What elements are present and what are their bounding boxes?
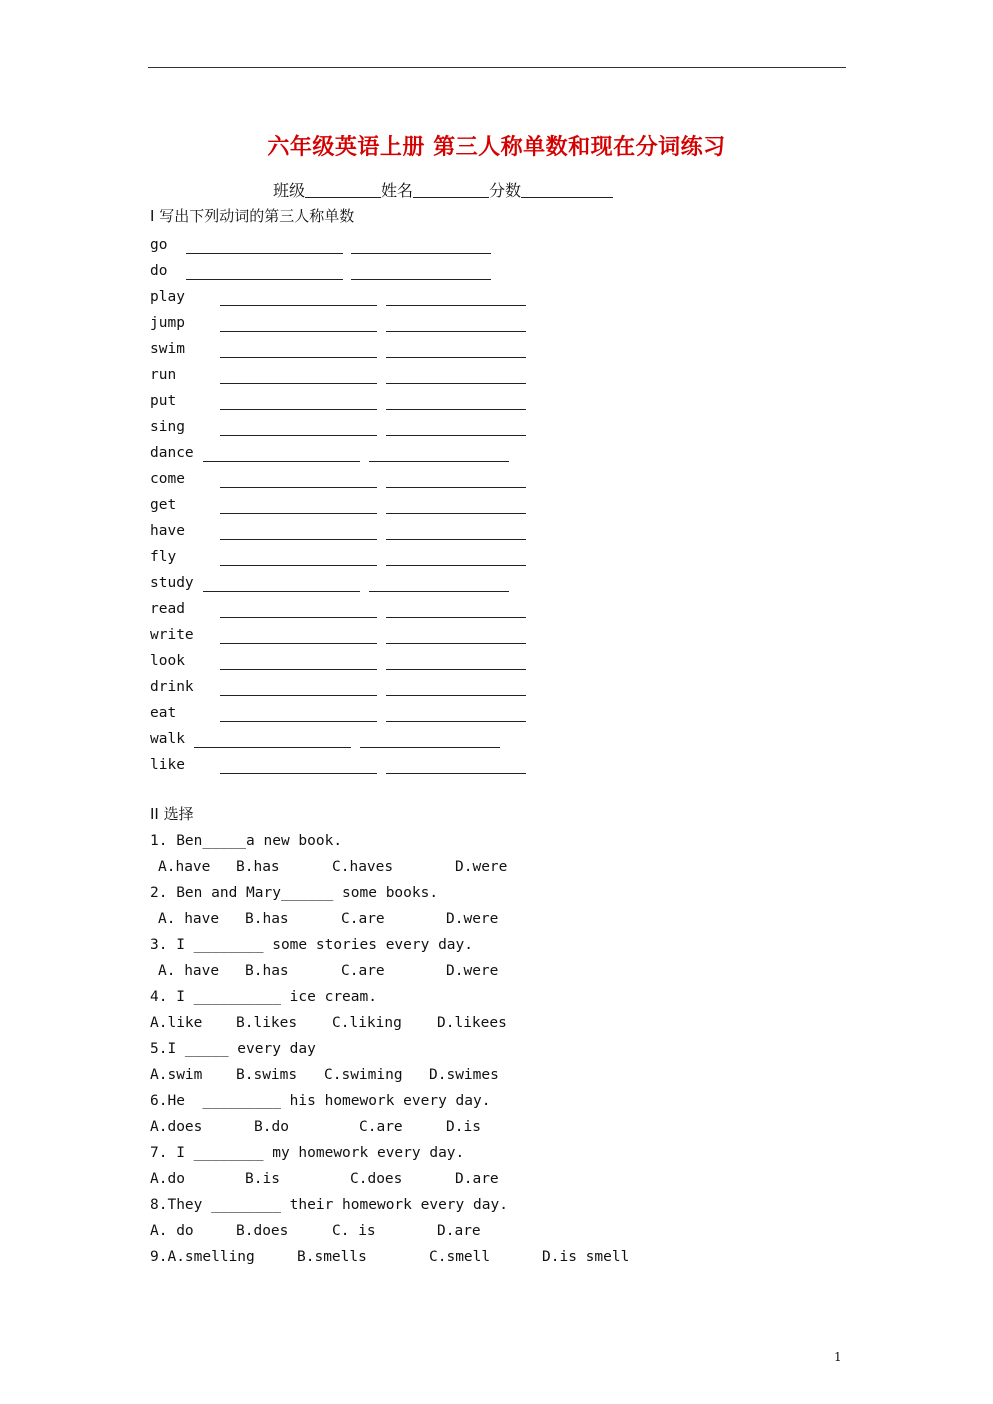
answer-blank[interactable] [220, 773, 377, 774]
option: B.smells [297, 1249, 367, 1265]
answer-blank[interactable] [386, 643, 526, 644]
page-title: 六年级英语上册 第三人称单数和现在分词练习 [267, 134, 726, 160]
section2-heading: II 选择 [150, 805, 194, 823]
verb-word: go [150, 237, 168, 253]
option: C.are [359, 1119, 403, 1135]
option: A.do [150, 1171, 185, 1187]
option: D.likees [437, 1015, 507, 1031]
answer-blank[interactable] [386, 695, 526, 696]
option: C.swiming [324, 1067, 403, 1083]
answer-blank[interactable] [220, 331, 377, 332]
option: D.is smell [542, 1249, 630, 1265]
option: A.does [150, 1119, 203, 1135]
student-info-line [273, 178, 613, 201]
option: B.likes [236, 1015, 298, 1031]
question-stem: 1. Ben_____a new book. [150, 833, 343, 849]
question-stem: 6.He _________ his homework every day. [150, 1093, 491, 1109]
option: D.swimes [429, 1067, 499, 1083]
verb-word: look [150, 653, 185, 669]
question-stem: 7. I ________ my homework every day. [150, 1145, 465, 1161]
answer-blank[interactable] [220, 383, 377, 384]
score-blank[interactable] [521, 181, 613, 198]
option: D.were [446, 963, 499, 979]
answer-blank[interactable] [351, 253, 491, 254]
class-blank[interactable] [305, 181, 381, 198]
answer-blank[interactable] [360, 747, 500, 748]
verb-word: jump [150, 315, 185, 331]
answer-blank[interactable] [386, 617, 526, 618]
answer-blank[interactable] [203, 461, 360, 462]
option: 9.A.smelling [150, 1249, 255, 1265]
answer-blank[interactable] [386, 513, 526, 514]
answer-blank[interactable] [386, 565, 526, 566]
answer-blank[interactable] [386, 773, 526, 774]
page-number: 1 [834, 1350, 842, 1364]
answer-blank[interactable] [220, 721, 377, 722]
option: D.are [455, 1171, 499, 1187]
answer-blank[interactable] [386, 539, 526, 540]
answer-blank[interactable] [386, 721, 526, 722]
option: B.swims [236, 1067, 298, 1083]
header-rule [148, 67, 846, 68]
verb-word: write [150, 627, 194, 643]
verb-word: get [150, 497, 177, 513]
answer-blank[interactable] [220, 643, 377, 644]
answer-blank[interactable] [186, 253, 343, 254]
name-label: 姓名 [381, 181, 414, 200]
question-stem: 4. I __________ ice cream. [150, 989, 377, 1005]
verb-word: read [150, 601, 185, 617]
answer-blank[interactable] [220, 305, 377, 306]
option: B.has [236, 859, 280, 875]
option: A. do [150, 1223, 194, 1239]
class-label: 班级 [273, 181, 306, 200]
option: A.swim [150, 1067, 203, 1083]
answer-blank[interactable] [351, 279, 491, 280]
question-stem: 5.I _____ every day [150, 1041, 316, 1057]
option: C.does [350, 1171, 403, 1187]
verb-word: sing [150, 419, 185, 435]
option: C.are [341, 911, 385, 927]
answer-blank[interactable] [386, 383, 526, 384]
option: B.is [245, 1171, 280, 1187]
verb-word: play [150, 289, 185, 305]
option: C. is [332, 1223, 376, 1239]
answer-blank[interactable] [194, 747, 351, 748]
answer-blank[interactable] [369, 461, 509, 462]
section1-heading: I 写出下列动词的第三人称单数 [150, 207, 355, 225]
answer-blank[interactable] [386, 669, 526, 670]
verb-word: like [150, 757, 185, 773]
answer-blank[interactable] [220, 513, 377, 514]
answer-blank[interactable] [186, 279, 343, 280]
answer-blank[interactable] [386, 331, 526, 332]
question-stem: 3. I ________ some stories every day. [150, 937, 474, 953]
option: B.has [245, 963, 289, 979]
option: A.have [158, 859, 211, 875]
answer-blank[interactable] [220, 669, 377, 670]
question-stem: 8.They ________ their homework every day. [150, 1197, 508, 1213]
answer-blank[interactable] [386, 487, 526, 488]
option: A.like [150, 1015, 203, 1031]
verb-word: drink [150, 679, 194, 695]
option: A. have [158, 963, 220, 979]
verb-word: walk [150, 731, 185, 747]
answer-blank[interactable] [203, 591, 360, 592]
option: C.haves [332, 859, 394, 875]
answer-blank[interactable] [220, 565, 377, 566]
answer-blank[interactable] [220, 539, 377, 540]
option: C.smell [429, 1249, 491, 1265]
verb-word: have [150, 523, 185, 539]
option: C.liking [332, 1015, 402, 1031]
verb-word: study [150, 575, 194, 591]
verb-word: eat [150, 705, 177, 721]
verb-word: run [150, 367, 177, 383]
verb-word: fly [150, 549, 177, 565]
option: B.does [236, 1223, 289, 1239]
answer-blank[interactable] [220, 435, 377, 436]
option: D.were [446, 911, 499, 927]
option: D.is [446, 1119, 481, 1135]
answer-blank[interactable] [386, 409, 526, 410]
name-blank[interactable] [413, 181, 489, 198]
answer-blank[interactable] [386, 305, 526, 306]
question-stem: 2. Ben and Mary______ some books. [150, 885, 439, 901]
verb-word: dance [150, 445, 194, 461]
answer-blank[interactable] [386, 435, 526, 436]
option: C.are [341, 963, 385, 979]
option: D.were [455, 859, 508, 875]
option: B.has [245, 911, 289, 927]
verb-word: swim [150, 341, 185, 357]
answer-blank[interactable] [220, 695, 377, 696]
answer-blank[interactable] [220, 617, 377, 618]
verb-word: do [150, 263, 168, 279]
verb-word: come [150, 471, 185, 487]
verb-word: put [150, 393, 177, 409]
option: A. have [158, 911, 220, 927]
option: D.are [437, 1223, 481, 1239]
option: B.do [254, 1119, 289, 1135]
answer-blank[interactable] [220, 487, 377, 488]
score-label: 分数 [489, 181, 522, 200]
answer-blank[interactable] [220, 357, 377, 358]
answer-blank[interactable] [220, 409, 377, 410]
answer-blank[interactable] [386, 357, 526, 358]
answer-blank[interactable] [369, 591, 509, 592]
